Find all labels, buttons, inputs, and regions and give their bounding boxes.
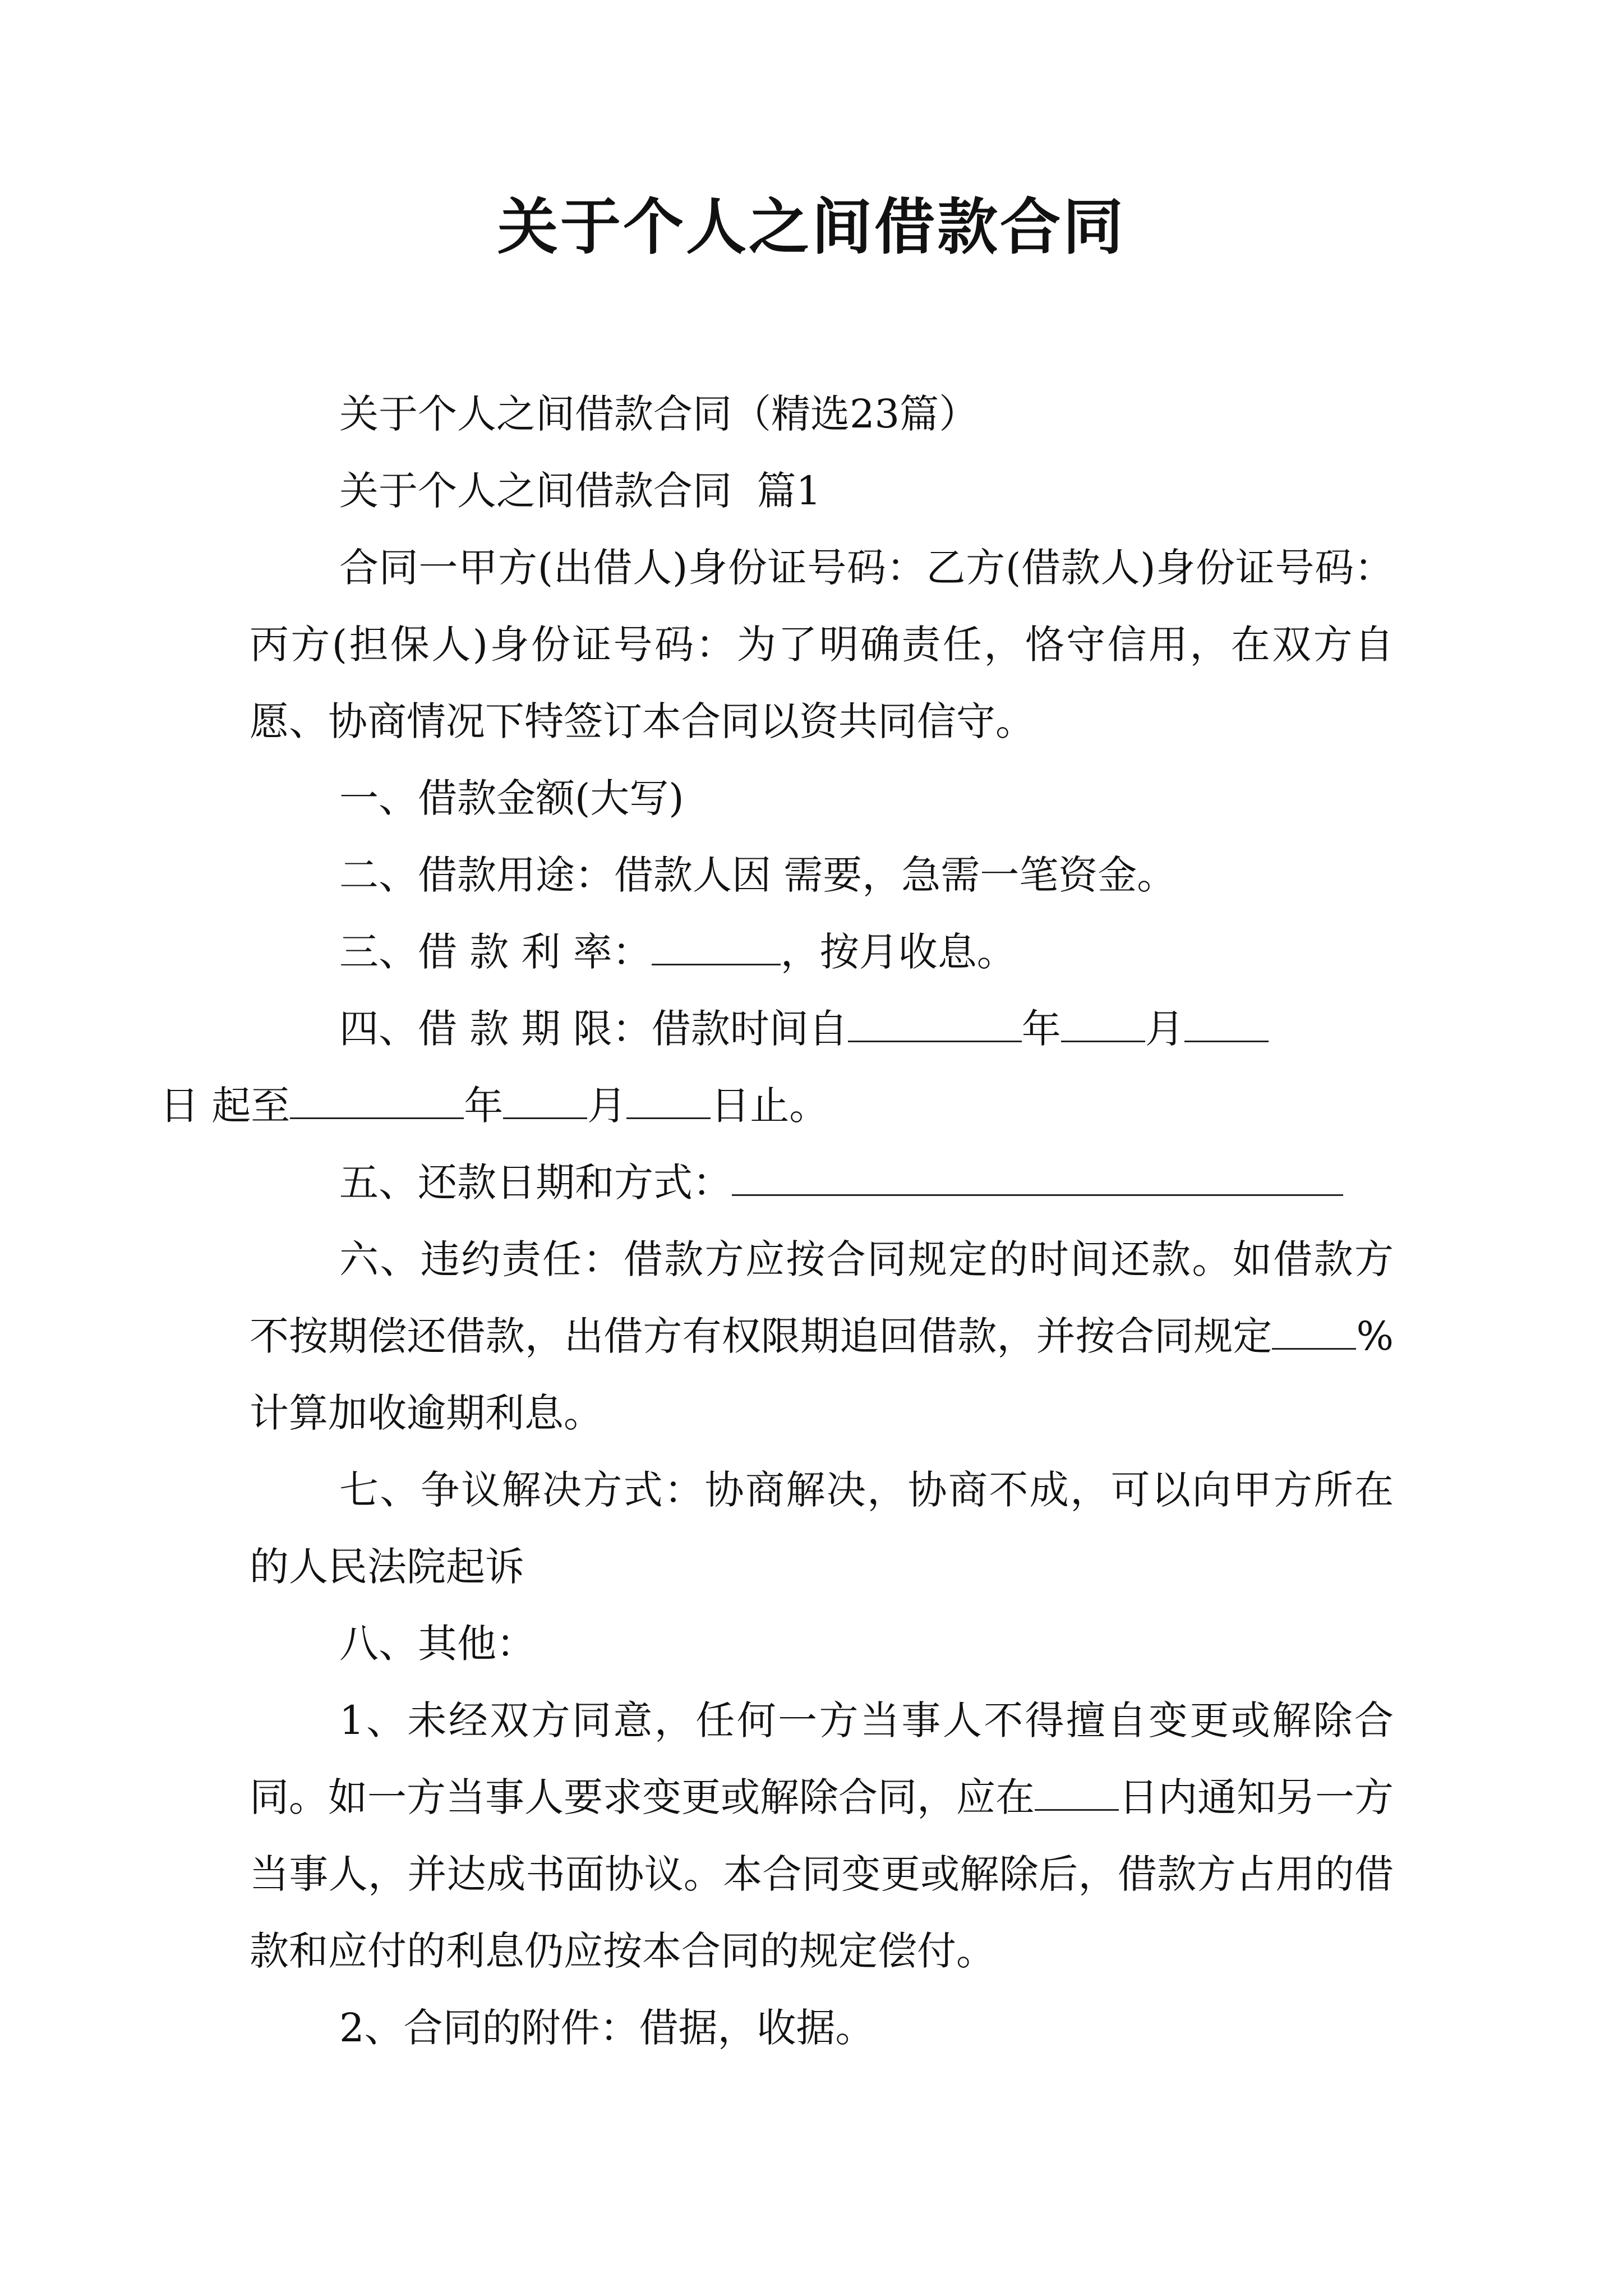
section-heading: 关于个人之间借款合同 篇1 [339, 468, 822, 514]
start-year-blank [848, 1007, 1022, 1042]
item-loan-amount: 一、借款金额(大写) [339, 775, 684, 821]
item-loan-purpose: 二、借款用途：借款人因 需要，急需一笔资金。 [339, 852, 1177, 898]
start-day-blank [1184, 1007, 1269, 1042]
breach-suffix: %计算加收逾期利息。 [250, 1313, 1394, 1436]
repayment-blank [732, 1161, 1343, 1196]
end-day-blank [626, 1084, 711, 1119]
item-breach-liability [250, 1221, 1394, 1452]
loan-term-label: 四、借 款 期 限：借款时间自 [339, 1006, 848, 1052]
end-year-blank [290, 1084, 464, 1119]
other-1-text: 1、未经双方同意，任何一方当事人不得擅自变更或解除合同。如一方当事人要求变更或解除合同，应在 [250, 1697, 1394, 1820]
intro-paragraph: 合同一甲方(出借人)身份证号码：乙方(借款人)身份证号码：丙方(担保人)身份证号码：为了明确责任，恪守信用，在双方自愿、协商情况下特签订本合同以资共同信守。 [250, 545, 1394, 744]
document-body [160, 376, 1394, 2067]
start-month-label: 月 [1145, 1006, 1184, 1052]
interest-rate-label: 三、借 款 利 率： [339, 929, 652, 975]
end-date-label: 日 起至 [160, 1083, 291, 1129]
end-year-label: 年 [464, 1083, 504, 1129]
penalty-rate-blank [1272, 1314, 1356, 1350]
document-title: 关于个人之间借款合同 [497, 192, 1126, 263]
start-month-blank [1061, 1007, 1145, 1042]
item-loan-term [160, 991, 1394, 1144]
item-other-1 [250, 1682, 1394, 1990]
start-year-label: 年 [1021, 1006, 1061, 1052]
item-interest-rate [250, 914, 1394, 991]
item-dispute-resolution: 七、争议解决方式：协商解决，协商不成，可以向甲方所在的人民法院起诉 [250, 1467, 1394, 1590]
interest-rate-suffix: ，按月收息。 [780, 929, 1016, 975]
repayment-label: 五、还款日期和方式： [339, 1159, 732, 1205]
item-repayment [250, 1144, 1394, 1221]
end-day-label: 日止。 [711, 1083, 829, 1129]
subtitle-paragraph: 关于个人之间借款合同（精选23篇） [339, 391, 979, 437]
item-other-2: 2、合同的附件：借据，收据。 [339, 2005, 875, 2051]
end-month-blank [503, 1084, 587, 1119]
breach-text: 六、违约责任：借款方应按合同规定的时间还款。如借款方不按期偿还借款，出借方有权限期追回借款，并按合同规定 [250, 1236, 1394, 1359]
interest-rate-blank [652, 930, 781, 965]
other-1-suffix: 日内通知另一方当事人，并达成书面协议。本合同变更或解除后，借款方占用的借款和应付的利息仍应按本合同的规定偿付。 [250, 1774, 1394, 1974]
item-other: 八、其他： [339, 1621, 536, 1667]
notice-days-blank [1035, 1775, 1119, 1811]
end-month-label: 月 [587, 1083, 627, 1129]
